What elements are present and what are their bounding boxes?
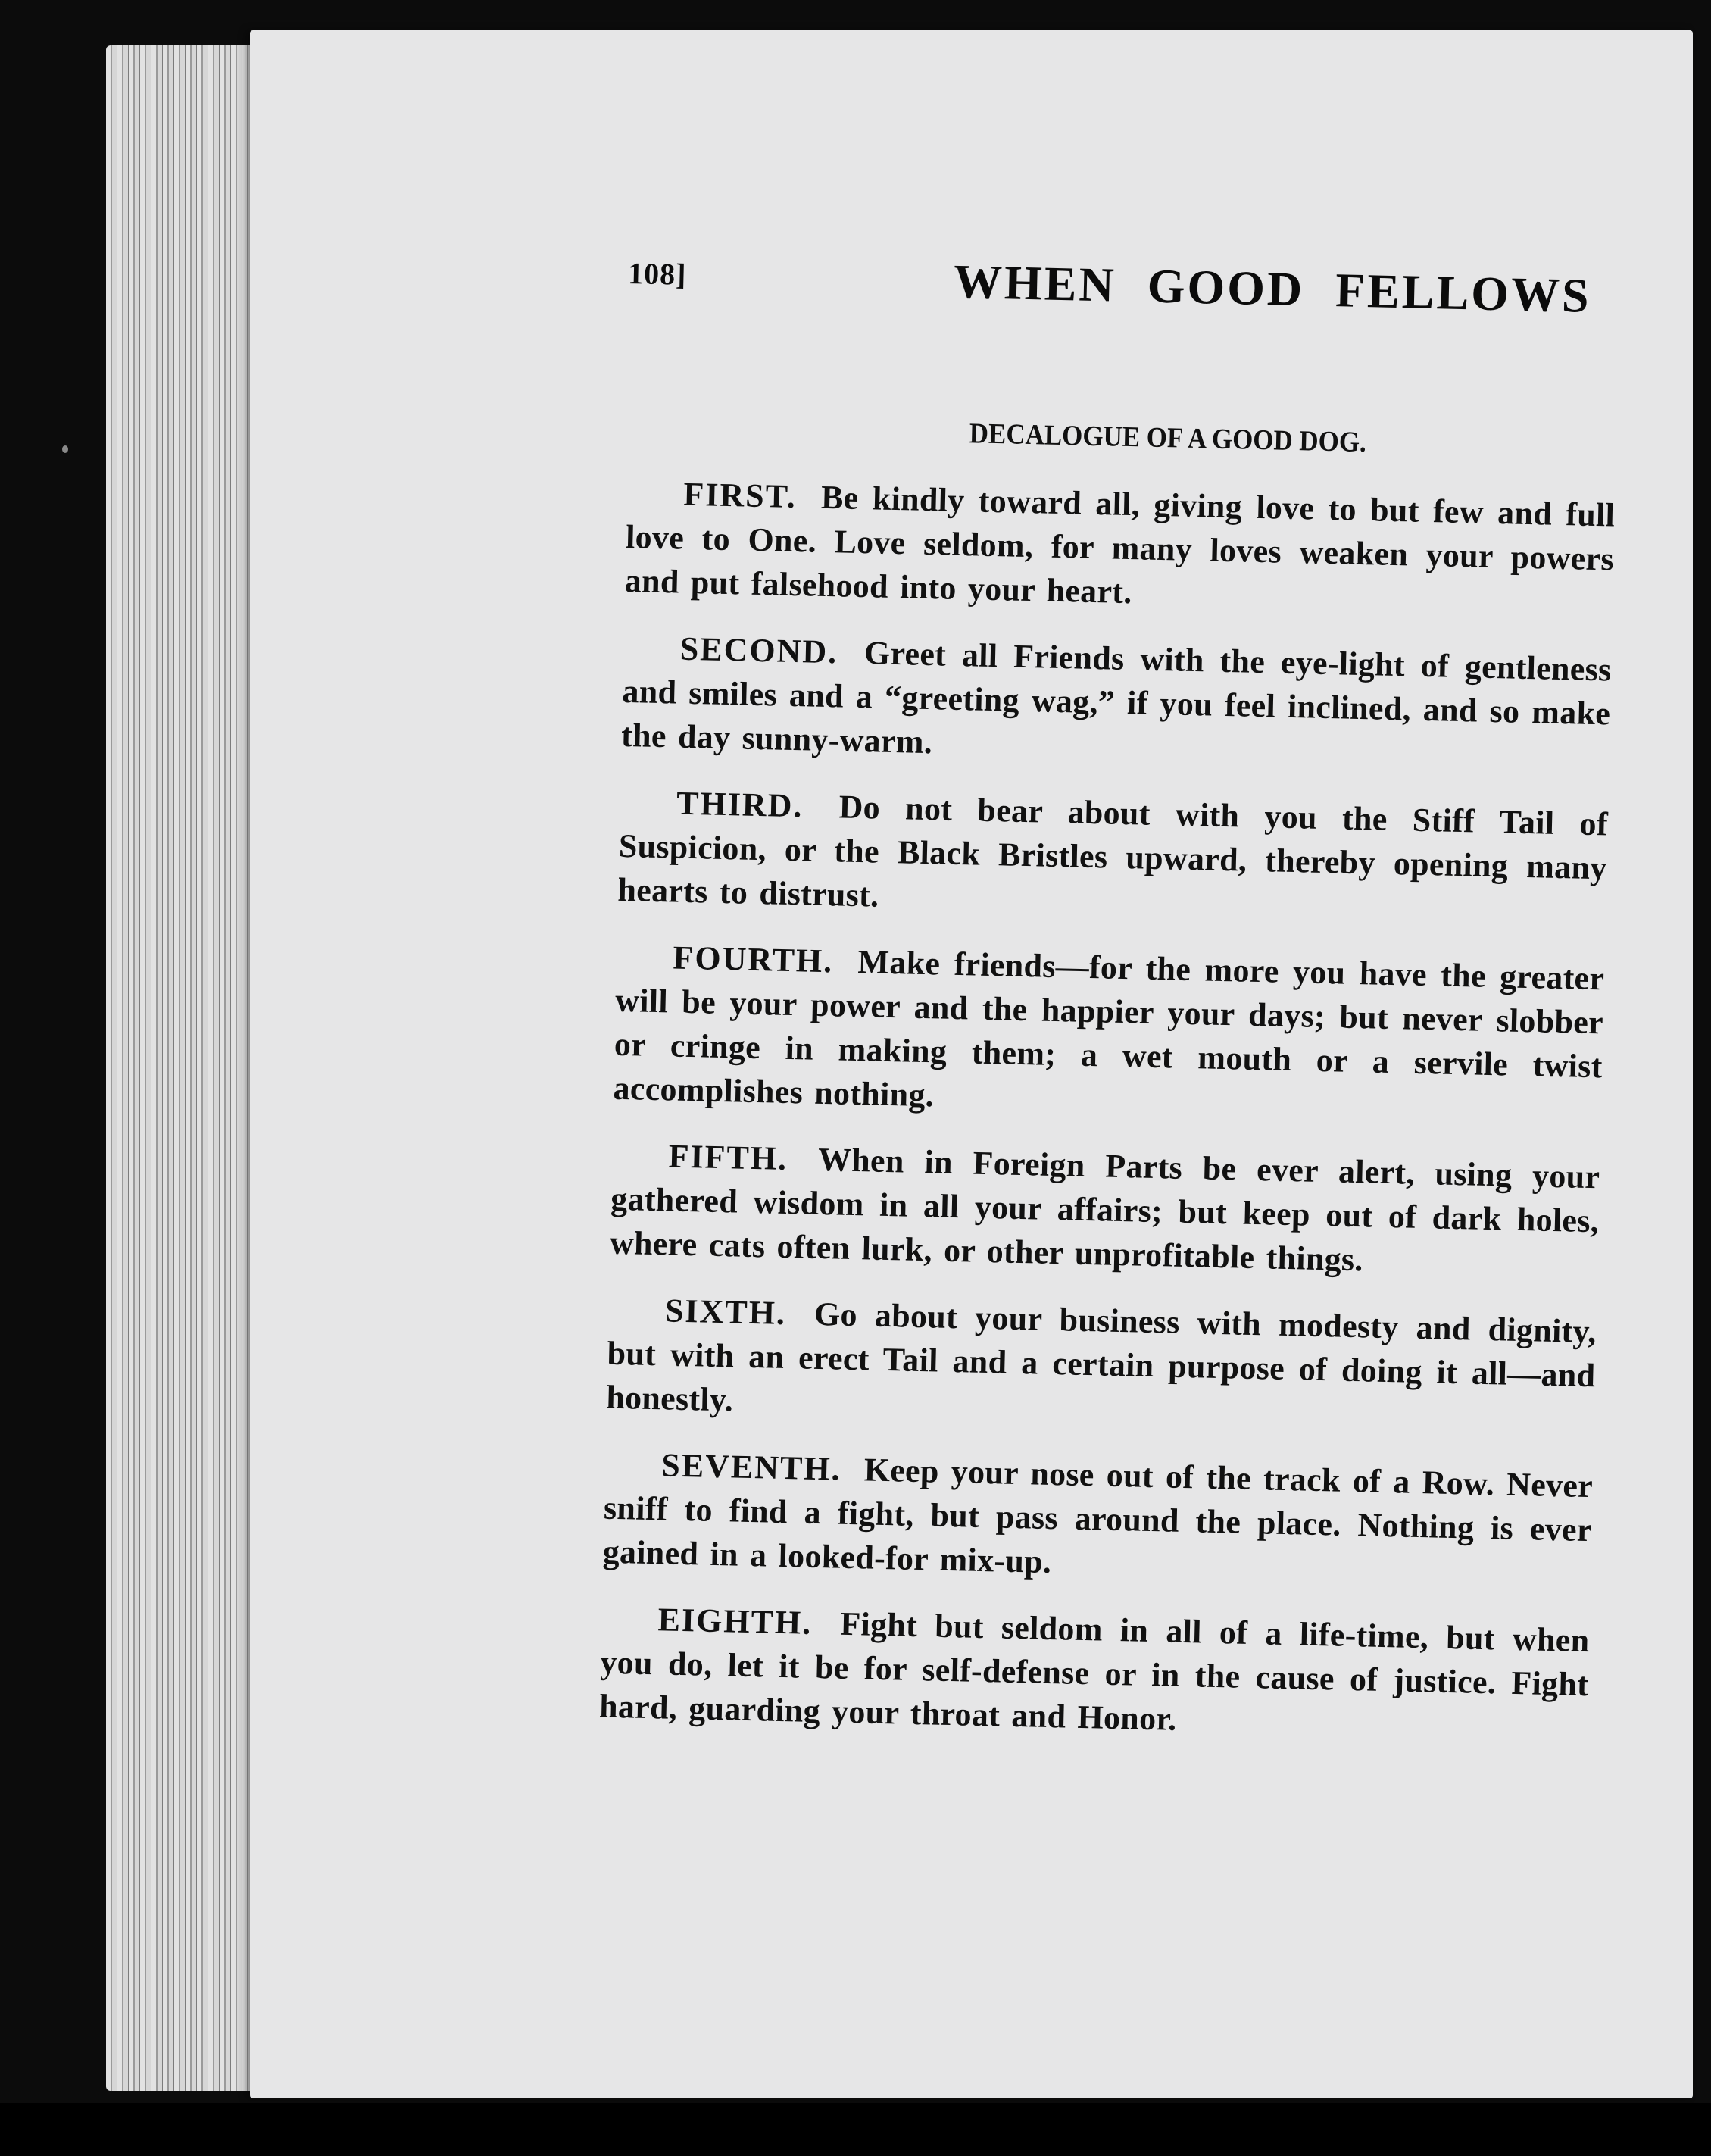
commandment-first (624, 471, 1616, 626)
commandment-text: Be kindly toward all, giving love to but few and full love to One. Love seldom, for many loves weaken your powers and put falsehood into your heart. (624, 478, 1616, 611)
commandment-ordinal: EIGHTH. (657, 1601, 813, 1642)
commandment-text: When in Foreign Parts be ever alert, using your gathered wisdom in all your affairs; but keep out of dark holes, where cats often lurk, or other unprofitable things. (609, 1140, 1600, 1279)
commandment-ordinal: FIFTH. (668, 1137, 788, 1178)
commandment-ordinal: SECOND. (679, 630, 838, 671)
commandment-ordinal: THIRD. (676, 784, 804, 825)
commandment-text: Greet all Friends with the eye-light of gentleness and smiles and a “greeting wag,” if you feel inclined, and so make the day sunny-warm. (620, 634, 1613, 761)
section-heading: DECALOGUE OF A GOOD DOG. (969, 417, 1367, 459)
commandment-sixth (606, 1288, 1597, 1442)
commandment-seventh (602, 1442, 1594, 1597)
scan-border-bottom (0, 2103, 1711, 2156)
commandment-ordinal: SEVENTH. (660, 1446, 842, 1488)
commandment-text: Make friends—for the more you have the greater will be your power and the happier your days; but never slobber or cringe in making them; a wet mouth or a servile twist accomplishes nothing. (613, 943, 1605, 1114)
commandment-second (621, 626, 1613, 780)
commandment-fourth (613, 935, 1605, 1133)
commandment-text: Keep your nose out of the track of a Row. Never sniff to find a fight, but pass around the place. Nothing is ever gained in a looked-for mix-up. (602, 1451, 1594, 1581)
commandment-ordinal: FIRST. (682, 475, 798, 516)
commandment-ordinal: FOURTH. (673, 939, 834, 980)
commandment-text: Fight but seldom in all of a life-time, but when you do, let it be for self-defense or in the cause of justice. Fight hard, guarding your throat and Honor. (598, 1605, 1590, 1738)
commandment-text: Go about your business with modesty and dignity, but with an erect Tail and a certain purpose of doing it all—and honestly. (605, 1295, 1597, 1419)
running-title: WHEN GOOD FELLOWS (953, 254, 1592, 323)
commandment-eighth (598, 1597, 1590, 1751)
binding-speck (62, 445, 68, 453)
commandment-text: Do not bear about with you the Stiff Tail of Suspicion, or the Black Bristles upward, thereby opening many hearts to distrust. (617, 788, 1609, 914)
commandment-fifth (609, 1133, 1600, 1288)
commandment-ordinal: SIXTH. (664, 1292, 787, 1333)
commandment-third (617, 780, 1609, 935)
page-number: 108] (627, 255, 688, 292)
text-block (598, 409, 1617, 1773)
